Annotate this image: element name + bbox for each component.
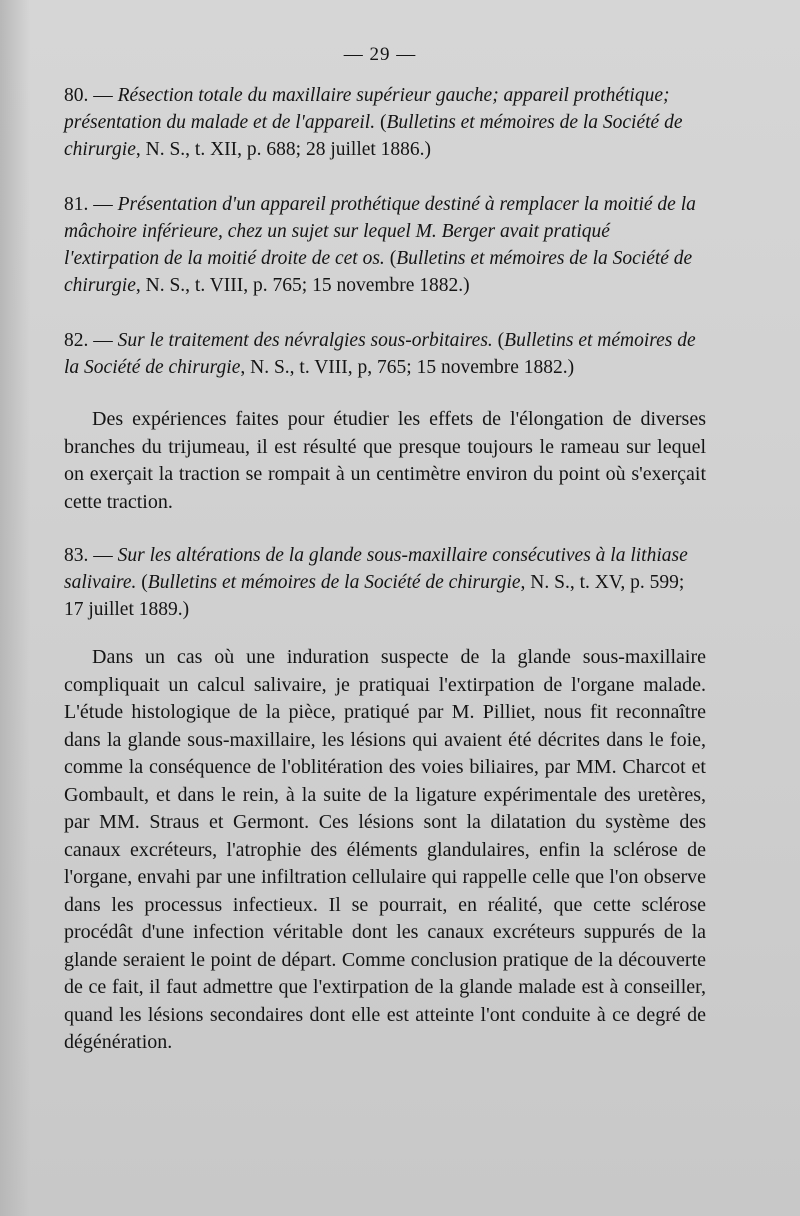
reference-open: (	[384, 248, 397, 269]
reference-details: , N. S., t. VIII, p, 765; 15 novembre 1882.)	[240, 357, 575, 378]
entry-number: 83.	[64, 545, 89, 566]
reference-details: , N. S., t. XV, p. 599; 17 juillet 1889.)	[64, 572, 685, 620]
reference-source: Bulletins et mémoires de la Société de chirurgie	[64, 112, 683, 160]
bibliography-entry-81	[64, 191, 706, 299]
entry-dash: —	[88, 194, 118, 215]
entry-dash: —	[88, 85, 118, 106]
entry-dash: —	[88, 330, 118, 351]
bibliography-entry-80	[64, 82, 706, 163]
reference-details: , N. S., t. VIII, p. 765; 15 novembre 1882.)	[135, 275, 470, 296]
reference-source: Bulletins et mémoires de la Société de chirurgie	[64, 248, 693, 296]
page-content	[64, 82, 706, 1057]
reference-open: (	[375, 112, 387, 133]
entry-title: Présentation d'un appareil prothétique destiné à remplacer la moitié de la mâchoire inférieure, chez un sujet sur lequel M. Berger avait pratiqué l'extirpation de la moitié droite de cet os.	[64, 194, 696, 269]
body-paragraph: Dans un cas où une induration suspecte de la glande sous-maxillaire compliquait un calcul salivaire, je pratiquai l'extirpation de l'organe malade. L'étude histologique de la pièce, pratiqué par M. Pilliet, nous fit reconnaître dans la glande sous-maxillaire, les lésions qui avaient été décrites dans le foie, comme la conséquence de l'oblitération des voies biliaires, par MM. Charcot et Gombault, et dans le rein, à la suite de la ligature expérimentale des uretères, par MM. Straus et Germont. Ces lésions sont la dilatation du système des canaux excréteurs, l'atrophie des éléments glandulaires, enfin la sclérose de l'organe, envahi par une infiltration cellulaire qui rappelle celle que l'on observe dans les processus infectieux. Il se pourrait, en réalité, que cette sclérose procédât d'une infection véritable dont les canaux excréteurs suppurés de la glande seraient le point de départ. Comme conclusion pratique de la découverte de ce fait, il faut admettre que l'extirpation de la glande malade est à conseiller, quand les lésions secondaires dont elle est atteinte l'ont conduite à ce degré de dégénération.	[64, 646, 706, 1053]
reference-open: (	[136, 572, 148, 593]
reference-open: (	[492, 330, 505, 351]
reference-source: Bulletins et mémoires de la Société de chirurgie	[147, 572, 521, 593]
bibliography-entry-82	[64, 327, 706, 381]
entry-title: Résection totale du maxillaire supérieur gauche; appareil prothétique; présentation du malade et de l'appareil.	[64, 85, 670, 133]
entry-reference	[64, 572, 684, 620]
page-number: — 29 —	[343, 44, 417, 65]
bibliography-entry-83	[64, 542, 706, 623]
entry-number: 81.	[64, 194, 89, 215]
entry-number: 80.	[64, 85, 89, 106]
body-paragraph: Des expériences faites pour étudier les effets de l'élongation de diverses branches du trijumeau, il est résulté que presque toujours le rameau sur lequel on exerçait la traction se rompait à un centimètre environ du point où s'exerçait cette traction.	[64, 408, 706, 513]
entry-dash: —	[88, 545, 118, 566]
reference-source: Bulletins et mémoires de la Société de chirurgie	[64, 330, 696, 378]
entry-title: Sur les altérations de la glande sous-maxillaire consécutives à la lithiase salivaire.	[64, 545, 688, 593]
entry-number: 82.	[64, 330, 89, 351]
reference-details: , N. S., t. XII, p. 688; 28 juillet 1886.)	[135, 139, 432, 160]
entry-title: Sur le traitement des névralgies sous-orbitaires.	[117, 330, 493, 351]
